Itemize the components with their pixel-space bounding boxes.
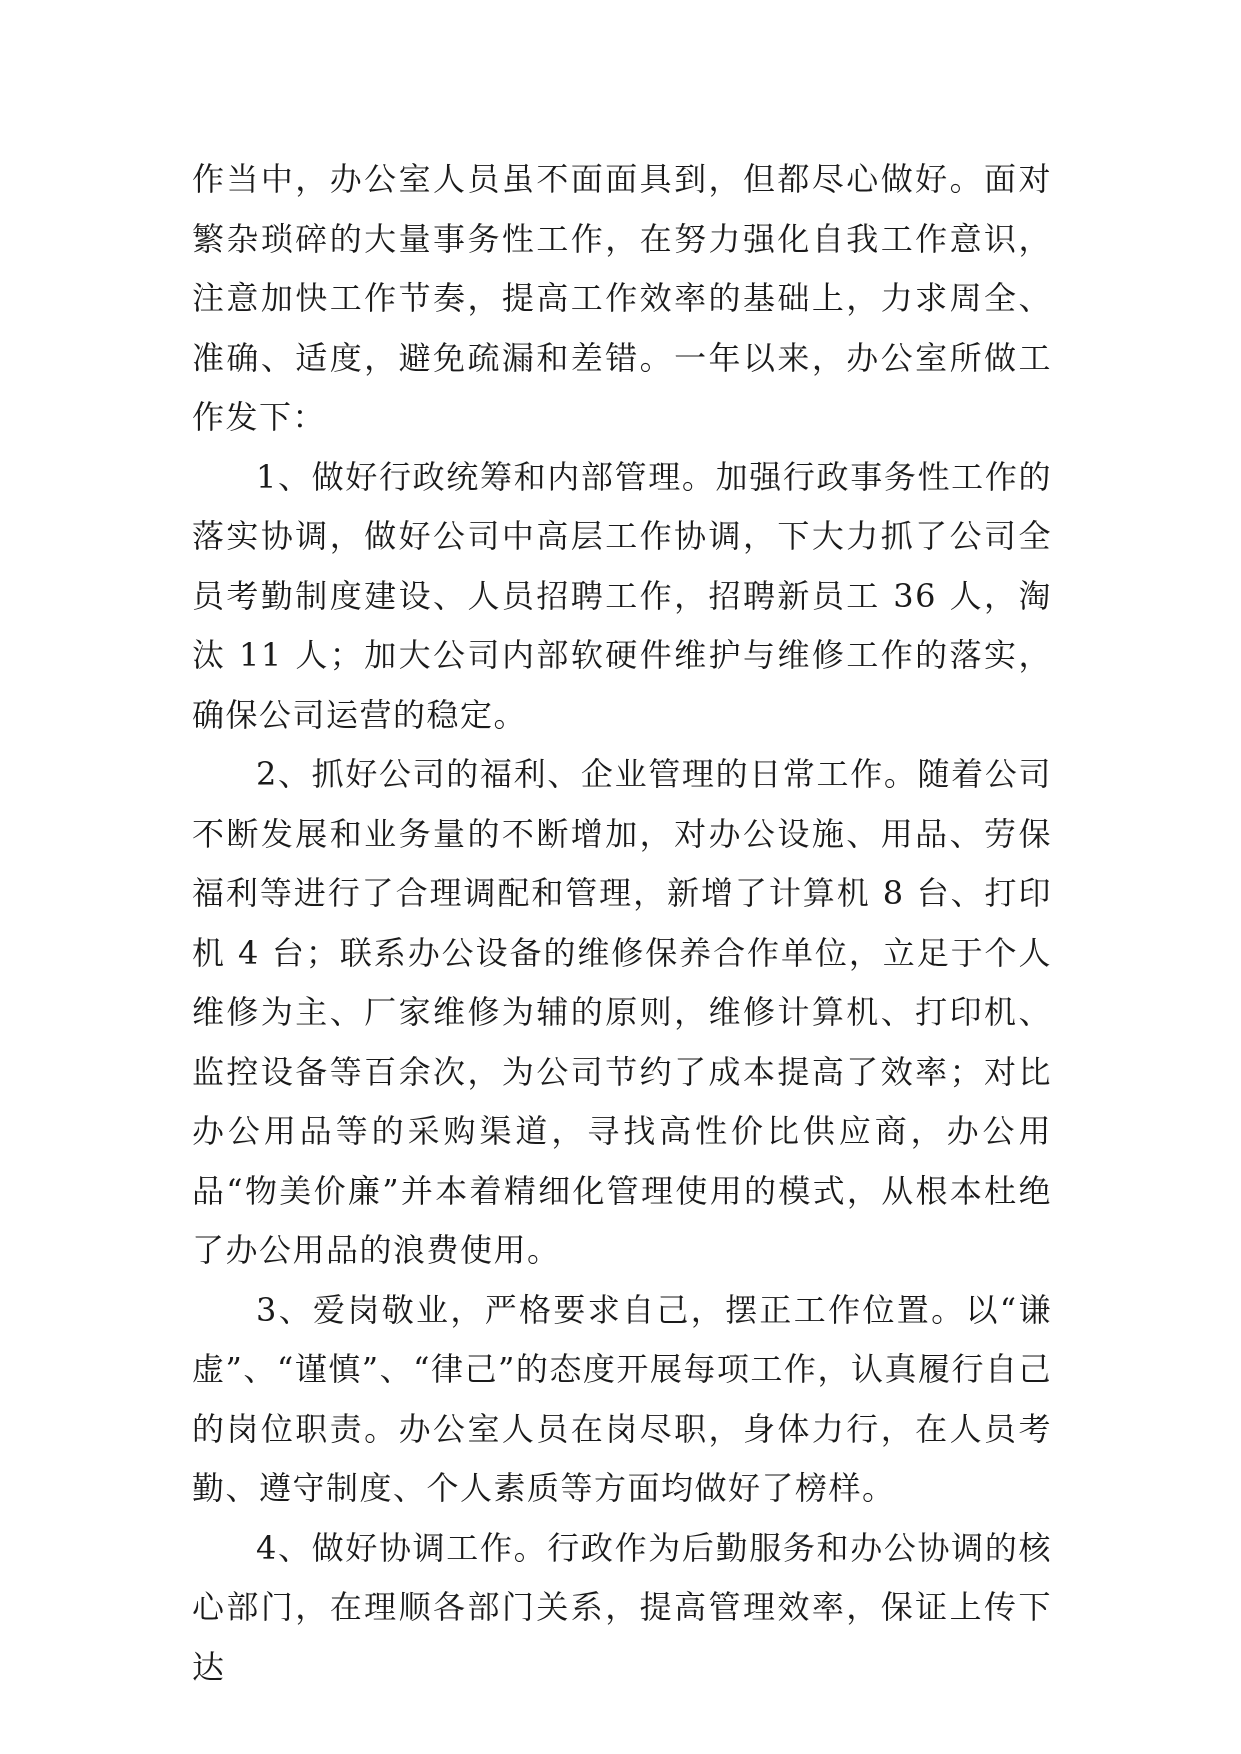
document-body — [192, 150, 1052, 1697]
paragraph-item-3: 3、爱岗敬业，严格要求自己，摆正工作位置。以“谦虚”、“谨慎”、“律己”的态度开展每项工作，认真履行自己的岗位职责。办公室人员在岗尽职，身体力行，在人员考勤、遵守制度、个人素质等方面均做好了榜样。 — [192, 1290, 1052, 1507]
paragraph-intro-continued: 作当中，办公室人员虽不面面具到，但都尽心做好。面对繁杂琐碎的大量事务性工作，在努力强化自我工作意识，注意加快工作节奏，提高工作效率的基础上，力求周全、准确、适度，避免疏漏和差错。一年以来，办公室所做工作发下： — [192, 160, 1052, 436]
paragraph-item-1: 1、做好行政统筹和内部管理。加强行政事务性工作的落实协调，做好公司中高层工作协调，下大力抓了公司全员考勤制度建设、人员招聘工作，招聘新员工 36 人，淘汰 11 人；加大公司内部软硬件维护与维修工作的落实，确保公司运营的稳定。 — [192, 457, 1052, 734]
paragraph-item-2: 2、抓好公司的福利、企业管理的日常工作。随着公司不断发展和业务量的不断增加，对办公设施、用品、劳保福利等进行了合理调配和管理，新增了计算机 8 台、打印机 4 台；联系办公设备的维修保养合作单位，立足于个人维修为主、厂家维修为辅的原则，维修计算机、打印机、监控设备等百余次，为公司节约了成本提高了效率；对比办公用品等的采购渠道，寻找高性价比供应商，办公用品“物美价廉”并本着精细化管理使用的模式，从根本杜绝了办公用品的浪费使用。 — [192, 755, 1052, 1269]
paragraph-item-4: 4、做好协调工作。行政作为后勤服务和办公协调的核心部门，在理顺各部门关系，提高管理效率，保证上传下达 — [192, 1528, 1052, 1686]
